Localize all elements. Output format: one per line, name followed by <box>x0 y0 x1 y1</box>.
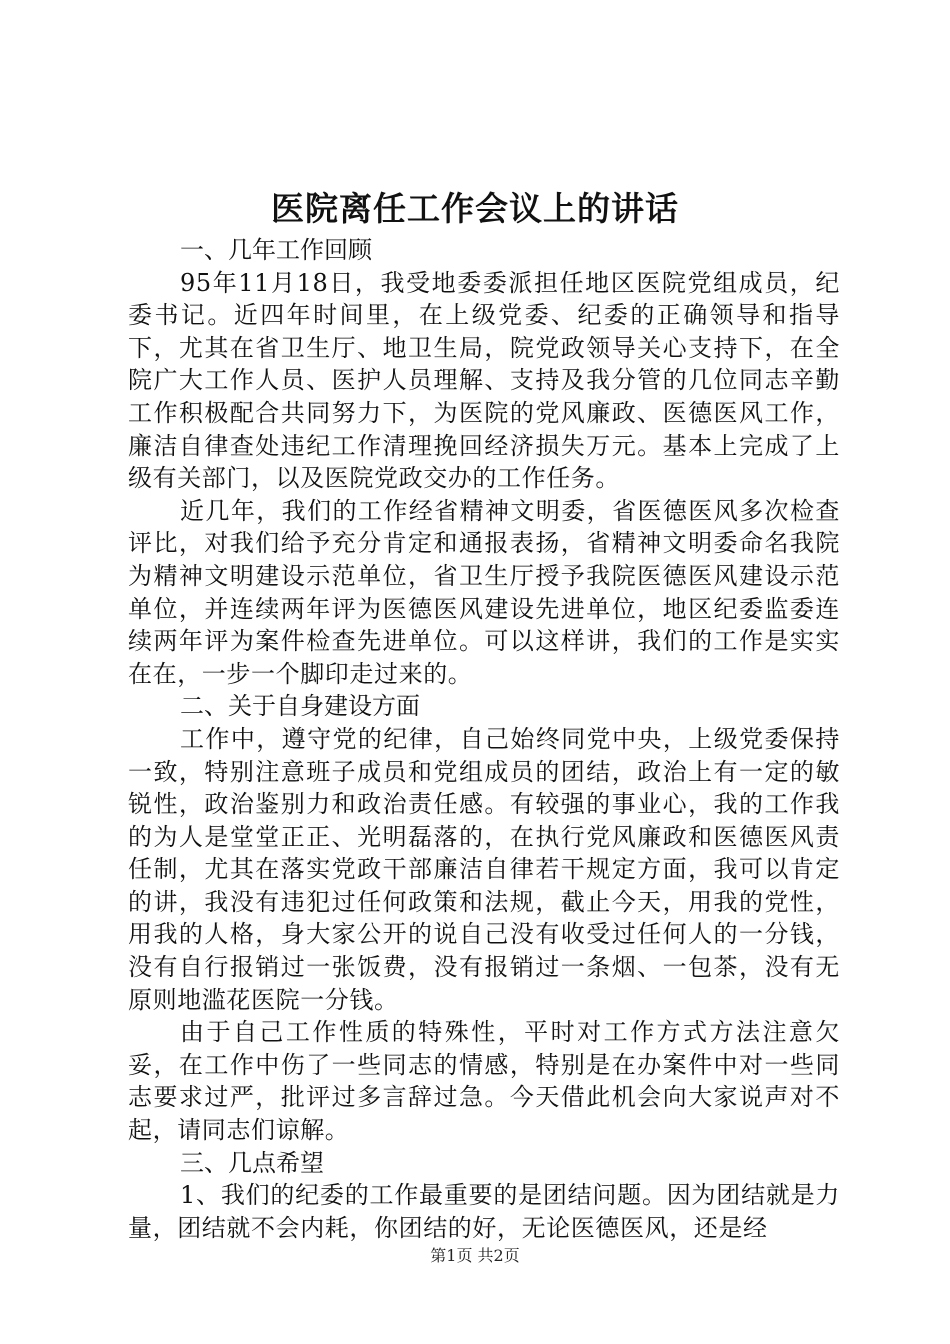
paragraph-5: 1、我们的纪委的工作最重要的是团结问题。因为团结就是力量，团结就不会内耗，你团结的好，无论医德医风，还是经 <box>128 1181 840 1242</box>
paragraph-4: 由于自己工作性质的特殊性，平时对工作方式方法注意欠妥，在工作中伤了一些同志的情感，特别是在办案件中对一些同志要求过严，批评过多言辞过急。今天借此机会向大家说声对不起，请同志们谅解。 <box>128 1018 840 1145</box>
section-heading-3: 三、几点希望 <box>180 1148 324 1177</box>
section-heading-2: 二、关于自身建设方面 <box>180 692 420 721</box>
document-body <box>128 234 840 1244</box>
section-heading-1: 一、几年工作回顾 <box>180 236 372 264</box>
paragraph-1: 95年11月18日，我受地委委派担任地区医院党组成员，纪委书记。近四年时间里，在上级党委、纪委的正确领导和指导下，尤其在省卫生厅、地卫生局，院党政领导关心支持下，在全院广大工作人员、医护人员理解、支持及我分管的几位同志辛勤工作积极配合共同努力下，为医院的党风廉政、医德医风工作，廉洁自律查处违纪工作清理挽回经济损失万元。基本上完成了上级有关部门，以及医院党政交办的工作任务。 <box>128 268 840 493</box>
page-footer: 第1页 共2页 <box>430 1246 520 1265</box>
document-title: 医院离任工作会议上的讲话 <box>271 189 679 228</box>
paragraph-2: 近几年，我们的工作经省精神文明委，省医德医风多次检查评比，对我们给予充分肯定和通报表扬，省精神文明委命名我院为精神文明建设示范单位，省卫生厅授予我院医德医风建设示范单位，并连续两年评为医德医风建设先进单位，地区纪委监委连续两年评为案件检查先进单位。可以这样讲，我们的工作是实实在在，一步一个脚印走过来的。 <box>128 496 840 688</box>
paragraph-3: 工作中，遵守党的纪律，自己始终同党中央，上级党委保持一致，特别注意班子成员和党组成员的团结，政治上有一定的敏锐性，政治鉴别力和政治责任感。有较强的事业心，我的工作我的为人是堂堂正正、光明磊落的，在执行党风廉政和医德医风责任制，尤其在落实党政干部廉洁自律若干规定方面，我可以肯定的讲，我没有违犯过任何政策和法规，截止今天，用我的党性，用我的人格，身大家公开的说自己没有收受过任何人的一分钱，没有自行报销过一张饭费，没有报销过一条烟、一包茶，没有无原则地滥花医院一分钱。 <box>128 724 840 1014</box>
